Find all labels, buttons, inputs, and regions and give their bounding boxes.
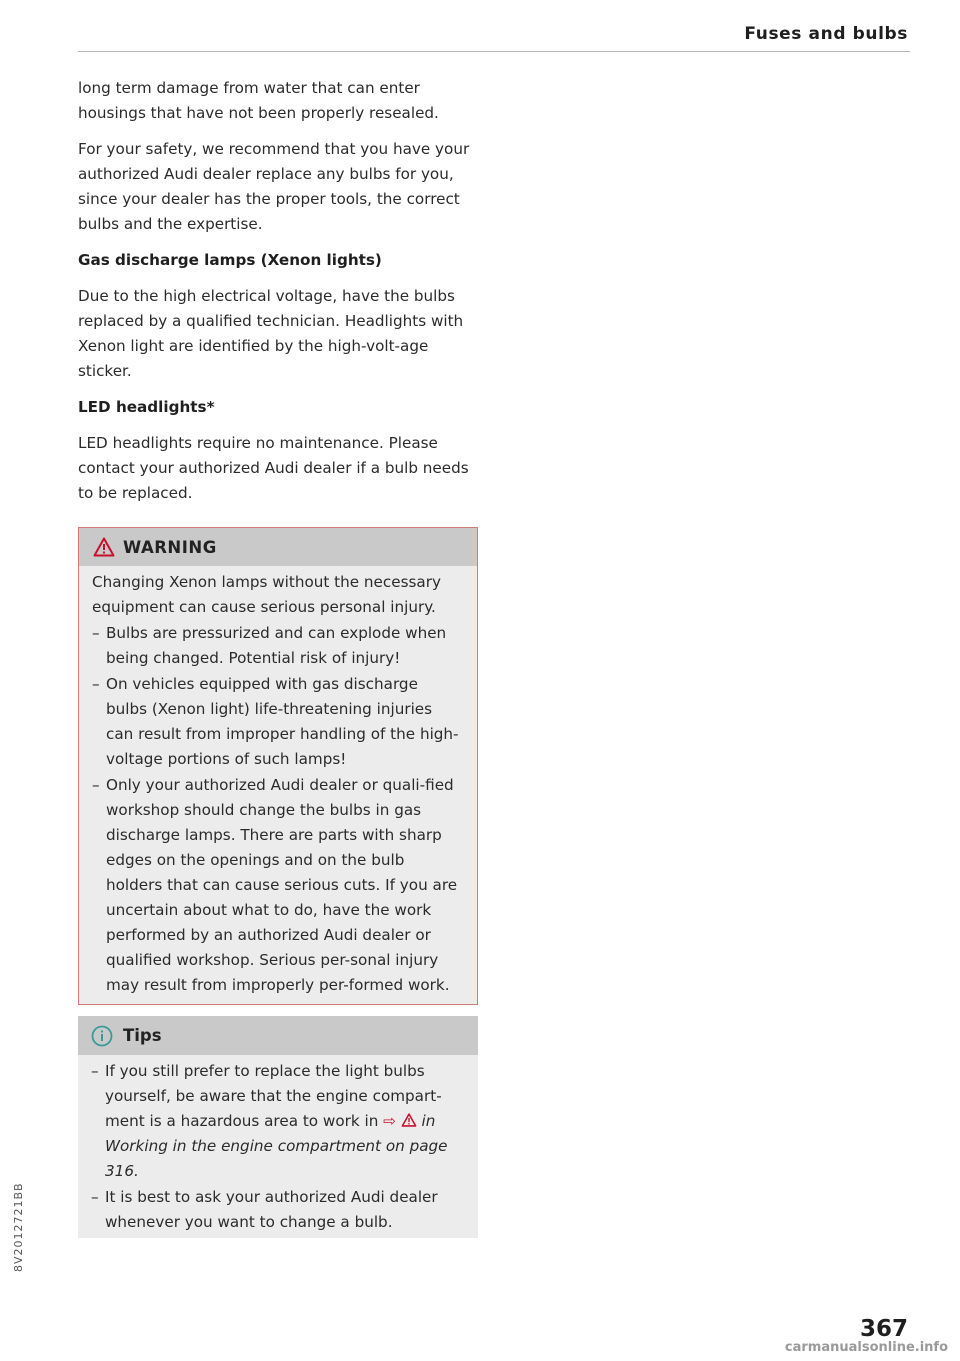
warning-item: – Only your authorized Audi dealer or quali-fied workshop should change the bulbs in gas discharge lamps. There are parts with sharp edges on the openings and on the bulb holders that can cause serious cuts. If you are uncertain about what to do, have the work performed by an authorized Audi dealer or qualified workshop. Serious per-sonal injury may result from improperly per-formed work.: [92, 773, 463, 998]
main-column: [78, 76, 478, 1238]
tips-item: – It is best to ask your authorized Audi dealer whenever you want to change a bulb.: [91, 1185, 464, 1235]
header-rule: [78, 51, 910, 52]
tips-list: [91, 1059, 464, 1235]
warning-triangle-small-icon: [401, 1113, 417, 1127]
tips-title: Tips: [123, 1026, 162, 1045]
section-title: Fuses and bulbs: [744, 24, 908, 44]
document-code: 8V2012721BB: [12, 1182, 25, 1272]
tips-item-text: If you still prefer to replace the light bulbs yourself, be aware that the engine compart-ment is a hazardous area to work in: [105, 1062, 442, 1130]
info-icon: [91, 1025, 113, 1047]
warning-list: [92, 621, 463, 998]
paragraph-dealer-replace: For your safety, we recommend that you have your authorized Audi dealer replace any bulbs for you, since your dealer has the proper tools, the correct bulbs and the expertise.: [78, 140, 470, 233]
tips-item: [91, 1059, 464, 1184]
paragraph-xenon: Due to the high electrical voltage, have the bulbs replaced by a qualified technician. Headlights with Xenon light are identified by the high-volt-age sticker.: [78, 287, 464, 380]
tips-box: [78, 1016, 478, 1238]
heading-led-headlights: LED headlights*: [78, 398, 215, 416]
warning-item: – Bulbs are pressurized and can explode when being changed. Potential risk of injury!: [92, 621, 463, 671]
warning-header: [79, 528, 477, 566]
heading-gas-discharge: Gas discharge lamps (Xenon lights): [78, 251, 382, 269]
watermark: carmanualsonline.info: [784, 1340, 948, 1355]
warning-title: WARNING: [123, 537, 217, 557]
page-number: 367: [859, 1316, 908, 1342]
warning-item: – On vehicles equipped with gas discharge bulbs (Xenon light) life-threatening injuries can result from improper handling of the high-voltage portions of such lamps!: [92, 672, 463, 772]
paragraph-led: LED headlights require no maintenance. Please contact your authorized Audi dealer if a bulb needs to be replaced.: [78, 434, 469, 502]
warning-triangle-icon: [93, 537, 115, 557]
arrow-right-icon: ⇨: [383, 1112, 396, 1130]
warning-intro: Changing Xenon lamps without the necessary equipment can cause serious personal injury.: [92, 573, 441, 616]
tips-header: [78, 1016, 478, 1055]
cross-reference-text: in Working in the engine compartment on page 316.: [105, 1112, 448, 1180]
warning-body: [79, 566, 477, 1004]
tips-body: [78, 1055, 478, 1238]
warning-box: [78, 527, 478, 1005]
paragraph-water-damage: long term damage from water that can enter housings that have not been properly resealed.: [78, 79, 439, 122]
